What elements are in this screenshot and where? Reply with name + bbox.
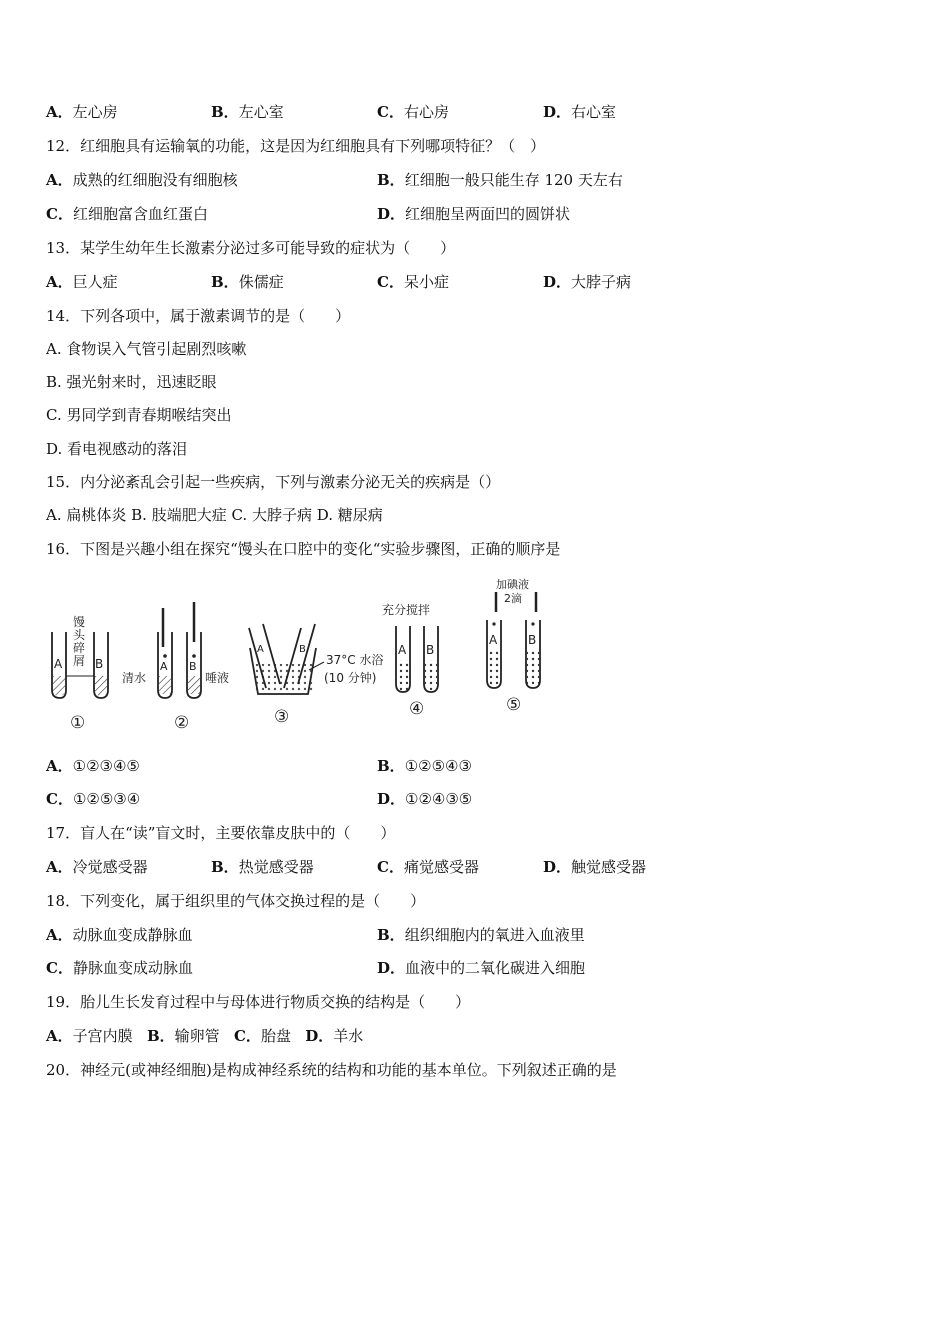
q17-option-c: C．痛觉感受器 xyxy=(377,858,479,876)
q14-option-d: D. 看电视感动的落泪 xyxy=(46,440,188,458)
q13-stem: 13．某学生幼年生长激素分泌过多可能导致的症状为（ ） xyxy=(46,239,456,257)
step4-number: ④ xyxy=(409,699,425,719)
step5-mix-b xyxy=(527,650,539,686)
q17-option-a: A．冷觉感受器 xyxy=(46,858,148,876)
q18-option-b: B．组织细胞内的氧进入血液里 xyxy=(377,926,585,944)
q18-option-a: A．动脉血变成静脉血 xyxy=(46,926,193,944)
mantou-label-1: 馒 xyxy=(73,615,86,629)
step2-crumbs-b xyxy=(188,676,200,694)
q17-stem: 17．盲人在“读”盲文时，主要依靠皮肤中的（ ） xyxy=(46,824,396,842)
q12-option-a: A．成熟的红细胞没有细胞核 xyxy=(46,171,238,189)
q17-option-b: B．热觉感受器 xyxy=(211,858,314,876)
q14-option-a: A. 食物误入气管引起剧烈咳嗽 xyxy=(46,340,247,358)
q16-option-c: C．①②⑤③④ xyxy=(46,790,141,808)
q14-option-c: C. 男同学到青春期喉结突出 xyxy=(46,406,232,424)
step5-tube-a-label: A xyxy=(489,633,498,647)
q12-stem: 12．红细胞具有运输氧的功能，这是因为红细胞具有下列哪项特征？（ ） xyxy=(46,137,546,155)
q15-options: A. 扁桃体炎 B. 肢端肥大症 C. 大脖子病 D. 糖尿病 xyxy=(46,506,383,524)
step4-group xyxy=(382,602,438,719)
q11-option-c: C．右心房 xyxy=(377,103,449,121)
step2-number: ② xyxy=(174,713,190,733)
step4-mix-b xyxy=(425,660,437,690)
step1-tube-a-label: A xyxy=(54,657,63,671)
bath-label-2: (10 分钟) xyxy=(324,671,377,685)
q14-stem: 14．下列各项中，属于激素调节的是（ ） xyxy=(46,307,351,325)
q16-option-a: A．①②③④⑤ xyxy=(46,757,140,775)
step3-number: ③ xyxy=(274,707,290,727)
q15-stem: 15．内分泌紊乱会引起一些疾病，下列与激素分泌无关的疾病是（） xyxy=(46,473,501,491)
step3-group xyxy=(249,624,383,727)
q18-option-d: D．血液中的二氧化碳进入细胞 xyxy=(377,959,586,977)
step1-number: ① xyxy=(70,713,86,733)
q18-stem: 18．下列变化，属于组织里的气体交换过程的是（ ） xyxy=(46,892,426,910)
step4-tube-b-label: B xyxy=(426,643,435,657)
q12-option-c: C．红细胞富含血红蛋白 xyxy=(46,205,208,223)
q11-option-d: D．右心室 xyxy=(543,103,617,121)
step5-tube-b-label: B xyxy=(528,633,537,647)
q12-option-d: D．红细胞呈两面凹的圆饼状 xyxy=(377,205,571,223)
step2-tube-b-label: B xyxy=(189,660,197,673)
step1-crumbs-b xyxy=(95,676,107,696)
q11-option-b: B．左心室 xyxy=(211,103,284,121)
q20-stem: 20．神经元(或神经细胞)是构成神经系统的结构和功能的基本单位。下列叙述正确的是 xyxy=(46,1061,617,1079)
q14-option-b: B. 强光射来时，迅速眨眼 xyxy=(46,373,217,391)
q19-stem: 19．胎儿生长发育过程中与母体进行物质交换的结构是（ ） xyxy=(46,993,471,1011)
mantou-label-2: 头 xyxy=(73,628,86,642)
step2-crumbs-a xyxy=(159,676,171,694)
q12-option-b: B．红细胞一般只能生存 120 天左右 xyxy=(377,171,623,189)
q11-option-a: A．左心房 xyxy=(46,103,118,121)
q17-option-d: D．触觉感受器 xyxy=(543,858,647,876)
step5-mix-a xyxy=(488,650,500,686)
step2-group xyxy=(122,602,229,733)
q18-option-c: C．静脉血变成动脉血 xyxy=(46,959,193,977)
iodine-label-1: 加碘液 xyxy=(496,578,529,591)
q16-option-b: B．①②⑤④③ xyxy=(377,757,472,775)
saliva-label: 唾液 xyxy=(205,671,230,685)
step1-group xyxy=(52,614,108,733)
q13-option-d: D．大脖子病 xyxy=(543,273,632,291)
stir-label: 充分搅拌 xyxy=(382,603,431,617)
q13-option-a: A．巨人症 xyxy=(46,273,118,291)
step1-crumbs-a xyxy=(53,676,65,696)
q19-options: A．子宫内膜 B．输卵管 C．胎盘 D．羊水 xyxy=(46,1027,364,1045)
water-label: 清水 xyxy=(122,671,147,685)
iodine-label-2: 2滴 xyxy=(504,592,522,605)
q16-option-d: D．①②④③⑤ xyxy=(377,790,473,808)
q16-stem: 16．下图是兴趣小组在探究“馒头在口腔中的变化“实验步骤图，正确的顺序是 xyxy=(46,540,561,558)
step3-tube-a-label: A xyxy=(257,644,264,655)
step3-tube-b-label: B xyxy=(299,644,306,655)
mantou-label-4: 屑 xyxy=(73,654,86,668)
q13-option-b: B．侏儒症 xyxy=(211,273,284,291)
step5-group xyxy=(487,577,540,715)
q13-option-c: C．呆小症 xyxy=(377,273,449,291)
beaker-water xyxy=(253,664,313,692)
step2-tube-a-label: A xyxy=(160,660,168,673)
step4-tube-a-label: A xyxy=(398,643,407,657)
bath-label-1: 37°C 水浴 xyxy=(326,653,384,667)
step4-mix-a xyxy=(397,660,409,690)
mantou-label-3: 碎 xyxy=(73,641,86,655)
step5-number: ⑤ xyxy=(506,695,522,715)
experiment-steps-figure xyxy=(44,572,564,737)
step1-tube-b-label: B xyxy=(95,657,104,671)
